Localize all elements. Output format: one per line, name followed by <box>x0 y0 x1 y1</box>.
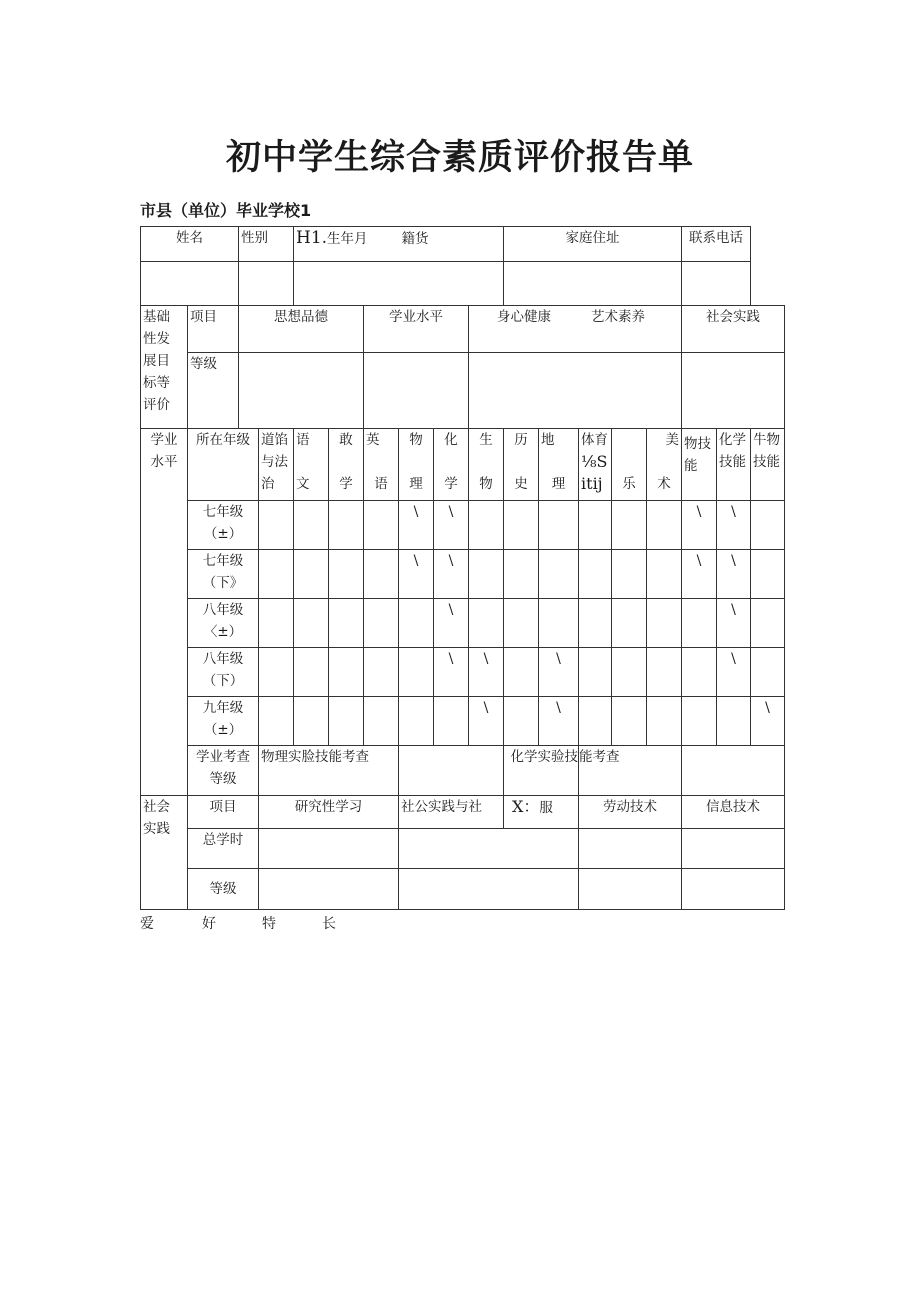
exam-row <box>141 746 785 796</box>
subject-line: 技能 <box>753 454 781 470</box>
subject-pe <box>579 429 612 501</box>
subject-line: 与法 <box>261 454 288 470</box>
score-cell <box>504 599 539 648</box>
subject-line: 化学 <box>719 432 747 448</box>
basic-item-health-art <box>469 306 682 353</box>
basic-section-line: 展目 <box>143 353 170 369</box>
subject-morality-law <box>259 429 294 501</box>
basic-grade-academic <box>364 353 469 429</box>
info-value-row <box>141 262 785 306</box>
score-cell <box>504 550 539 599</box>
score-cell <box>329 599 364 648</box>
subject-line: 能 <box>684 458 698 474</box>
score-cell <box>579 550 612 599</box>
social-item-practice: 社公实践与社 <box>399 796 504 829</box>
subject-line: 物 <box>479 476 493 492</box>
score-cell <box>259 697 294 746</box>
score-cell <box>751 648 785 697</box>
subject-chemistry <box>434 429 469 501</box>
social-hours-label: 总学时 <box>188 829 259 869</box>
subject-line: 地 <box>541 432 555 448</box>
physics-exam-label: 物理实脸技能考查 <box>259 746 399 796</box>
score-cell <box>294 648 329 697</box>
subject-line: 治 <box>261 476 275 492</box>
score-cell <box>364 501 399 550</box>
na-mark: \ <box>682 501 717 550</box>
subject-line: 道馅 <box>261 432 288 448</box>
social-grade-label: 等级 <box>188 869 259 910</box>
score-cell <box>364 550 399 599</box>
subject-line: 乐 <box>622 476 636 492</box>
score-cell <box>294 697 329 746</box>
score-cell <box>612 501 647 550</box>
grade-label <box>188 501 259 550</box>
grade-line: （±） <box>203 526 243 542</box>
social-hours-practice <box>399 829 579 869</box>
subject-physics-skill <box>682 429 717 501</box>
subject-math <box>329 429 364 501</box>
grade-label <box>188 697 259 746</box>
subject-line: 历 <box>514 432 528 448</box>
score-cell <box>647 697 682 746</box>
subject-biology <box>469 429 504 501</box>
na-mark: \ <box>539 648 579 697</box>
score-cell <box>259 648 294 697</box>
service-text: 服 <box>539 800 553 816</box>
grade-line: 七年级 <box>202 553 244 569</box>
grade-line: （下》 <box>202 575 244 591</box>
hobby-label <box>140 912 340 936</box>
subject-line: 技能 <box>719 454 747 470</box>
score-cell <box>259 599 294 648</box>
name-value <box>141 262 239 306</box>
subject-physics <box>399 429 434 501</box>
score-cell <box>469 550 504 599</box>
score-cell <box>682 599 717 648</box>
score-cell <box>469 599 504 648</box>
na-mark: \ <box>399 501 434 550</box>
score-cell <box>329 501 364 550</box>
grade-line: 〈±） <box>203 624 243 640</box>
social-hours-labor <box>579 829 682 869</box>
subject-line: 学 <box>339 476 353 492</box>
subject-chemistry-skill <box>717 429 751 501</box>
social-grade-practice <box>399 869 579 910</box>
social-item-service <box>504 796 579 829</box>
hobby-char: 爱 <box>140 916 154 932</box>
score-cell <box>434 697 469 746</box>
score-cell <box>539 501 579 550</box>
score-cell <box>579 501 612 550</box>
social-item-labor: 劳动技术 <box>579 796 682 829</box>
subject-line: 英 <box>366 432 380 448</box>
social-item-it: 信息技术 <box>682 796 785 829</box>
social-grade-row <box>141 869 785 910</box>
phone-label: 联系电话 <box>682 227 751 262</box>
hobby-char: 好 <box>202 916 216 932</box>
grade-column-header: 所在年级 <box>188 429 259 501</box>
score-cell <box>329 648 364 697</box>
basic-item-social: 社会实践 <box>682 306 785 353</box>
basic-grade-social <box>682 353 785 429</box>
score-cell <box>539 599 579 648</box>
address-label: 家庭住址 <box>504 227 682 262</box>
basic-section-line: 性发 <box>143 331 170 347</box>
score-cell <box>294 501 329 550</box>
score-cell <box>539 550 579 599</box>
evaluation-table <box>140 226 785 910</box>
score-cell <box>647 550 682 599</box>
score-cell <box>579 599 612 648</box>
social-grade-labor <box>579 869 682 910</box>
social-item-research: 研究性学习 <box>259 796 399 829</box>
subject-music <box>612 429 647 501</box>
score-cell <box>612 550 647 599</box>
social-section-line: 实践 <box>143 821 170 837</box>
grade-row <box>141 648 785 697</box>
page-title: 初中学生综合素质评价报告单 <box>225 138 694 178</box>
na-mark: \ <box>399 550 434 599</box>
social-hours-research <box>259 829 399 869</box>
score-cell <box>612 599 647 648</box>
subject-line: 学 <box>444 476 458 492</box>
gender-value <box>239 262 294 306</box>
social-item-row <box>141 796 785 829</box>
score-cell <box>329 550 364 599</box>
address-value <box>504 262 682 306</box>
na-mark: \ <box>717 648 751 697</box>
phone-value <box>682 262 751 306</box>
subject-line: 牛物 <box>753 432 781 448</box>
na-mark: \ <box>469 697 504 746</box>
grade-row <box>141 599 785 648</box>
social-hours-it <box>682 829 785 869</box>
social-section-line: 社会 <box>143 799 170 815</box>
na-mark: \ <box>434 599 469 648</box>
basic-grade-health-art <box>469 353 682 429</box>
basic-item-moral: 思想品德 <box>239 306 364 353</box>
score-cell <box>682 648 717 697</box>
score-cell <box>364 697 399 746</box>
score-cell <box>504 648 539 697</box>
basic-grade-moral <box>239 353 364 429</box>
na-mark: \ <box>469 648 504 697</box>
score-cell <box>751 599 785 648</box>
subject-english <box>364 429 399 501</box>
na-mark: \ <box>434 648 469 697</box>
basic-item-academic: 学业水平 <box>364 306 469 353</box>
hobby-char: 长 <box>322 916 336 932</box>
score-cell <box>364 599 399 648</box>
chem-exam-value <box>682 746 785 796</box>
subject-line: 美 <box>665 432 680 448</box>
grade-row <box>141 697 785 746</box>
birth-native-label <box>294 227 504 262</box>
school-line: 市县（单位）毕业学校1 <box>140 201 312 220</box>
score-cell <box>647 648 682 697</box>
subject-line: 文 <box>296 476 310 492</box>
grade-label <box>188 648 259 697</box>
subject-line: 敢 <box>339 432 353 448</box>
social-grade-it <box>682 869 785 910</box>
score-cell <box>504 501 539 550</box>
grade-line: （±） <box>203 722 243 738</box>
subject-biology-skill <box>751 429 785 501</box>
score-cell <box>612 697 647 746</box>
subject-line: 化 <box>444 432 458 448</box>
score-cell <box>294 550 329 599</box>
subject-line: ⅛S <box>581 452 608 471</box>
grade-label <box>188 550 259 599</box>
basic-grade-row <box>141 353 785 429</box>
na-mark: \ <box>682 550 717 599</box>
score-cell <box>504 697 539 746</box>
academic-header-row <box>141 429 785 501</box>
na-mark: \ <box>751 697 785 746</box>
score-cell <box>751 550 785 599</box>
na-mark: \ <box>717 550 751 599</box>
score-cell <box>647 599 682 648</box>
academic-section-line: 学业 <box>150 432 178 448</box>
score-cell <box>579 697 612 746</box>
subject-art <box>647 429 682 501</box>
hobby-char: 特 <box>262 916 276 932</box>
gender-label: 性别 <box>239 227 294 262</box>
score-cell <box>682 697 717 746</box>
grade-line: 七年级 <box>202 504 244 520</box>
basic-item-row <box>141 306 785 353</box>
score-cell <box>469 501 504 550</box>
grade-line: 九年级 <box>202 700 244 716</box>
score-cell <box>612 648 647 697</box>
subject-geography <box>539 429 579 501</box>
score-cell <box>717 697 751 746</box>
score-cell <box>399 697 434 746</box>
service-prefix: X： <box>512 797 540 816</box>
academic-section-label <box>141 429 188 796</box>
birth-native-value <box>294 262 504 306</box>
social-section-label <box>141 796 188 910</box>
subject-line: itij <box>581 474 603 493</box>
exam-label-line: 等级 <box>209 771 237 787</box>
social-grade-research <box>259 869 399 910</box>
subject-line: 理 <box>551 476 566 492</box>
subject-chinese <box>294 429 329 501</box>
name-label: 姓名 <box>141 227 239 262</box>
subject-line: 物 <box>409 432 423 448</box>
grade-line: （下） <box>202 673 244 689</box>
subject-line: 生 <box>479 432 493 448</box>
subject-line: 语 <box>296 432 310 448</box>
na-mark: \ <box>434 550 469 599</box>
score-cell <box>399 599 434 648</box>
basic-item-art: 艺术素养 <box>591 309 645 325</box>
basic-section-line: 评价 <box>143 397 170 413</box>
subject-line: 语 <box>374 476 388 492</box>
grade-line: 八年级 <box>202 651 244 667</box>
basic-section-line: 基础 <box>143 309 170 325</box>
score-cell <box>399 648 434 697</box>
na-mark: \ <box>539 697 579 746</box>
subject-line: 理 <box>409 476 423 492</box>
grade-row <box>141 501 785 550</box>
exam-label-line: 学业考查 <box>196 749 250 765</box>
subject-line: 术 <box>657 476 671 492</box>
social-hours-row <box>141 829 785 869</box>
chem-exam-label-b: 能考查 <box>579 746 682 796</box>
exam-label <box>188 746 259 796</box>
native-label: 籍货 <box>401 231 429 247</box>
birth-prefix: H1. <box>296 228 328 248</box>
academic-section-line: 水平 <box>150 454 178 470</box>
score-cell <box>647 501 682 550</box>
basic-section-label <box>141 306 188 429</box>
subject-history <box>504 429 539 501</box>
basic-grade-label: 等级 <box>188 353 239 429</box>
score-cell <box>259 501 294 550</box>
grade-row <box>141 550 785 599</box>
score-cell <box>329 697 364 746</box>
score-cell <box>294 599 329 648</box>
subject-line: 史 <box>514 476 528 492</box>
score-cell <box>751 501 785 550</box>
basic-item-health: 身心健康 <box>497 309 551 325</box>
basic-section-line: 标等 <box>143 375 170 391</box>
grade-line: 八年级 <box>202 602 244 618</box>
social-item-label: 项目 <box>188 796 259 829</box>
na-mark: \ <box>434 501 469 550</box>
score-cell <box>259 550 294 599</box>
grade-label <box>188 599 259 648</box>
basic-item-label: 项目 <box>188 306 239 353</box>
subject-line: 体育 <box>581 432 609 448</box>
birth-label: 生年月 <box>327 231 368 247</box>
score-cell <box>579 648 612 697</box>
chem-exam-label-a: 化学实验技 <box>504 746 579 796</box>
na-mark: \ <box>717 599 751 648</box>
physics-exam-value <box>399 746 504 796</box>
na-mark: \ <box>717 501 751 550</box>
info-header-row <box>141 227 785 262</box>
score-cell <box>364 648 399 697</box>
subject-line: 物技 <box>684 436 712 452</box>
